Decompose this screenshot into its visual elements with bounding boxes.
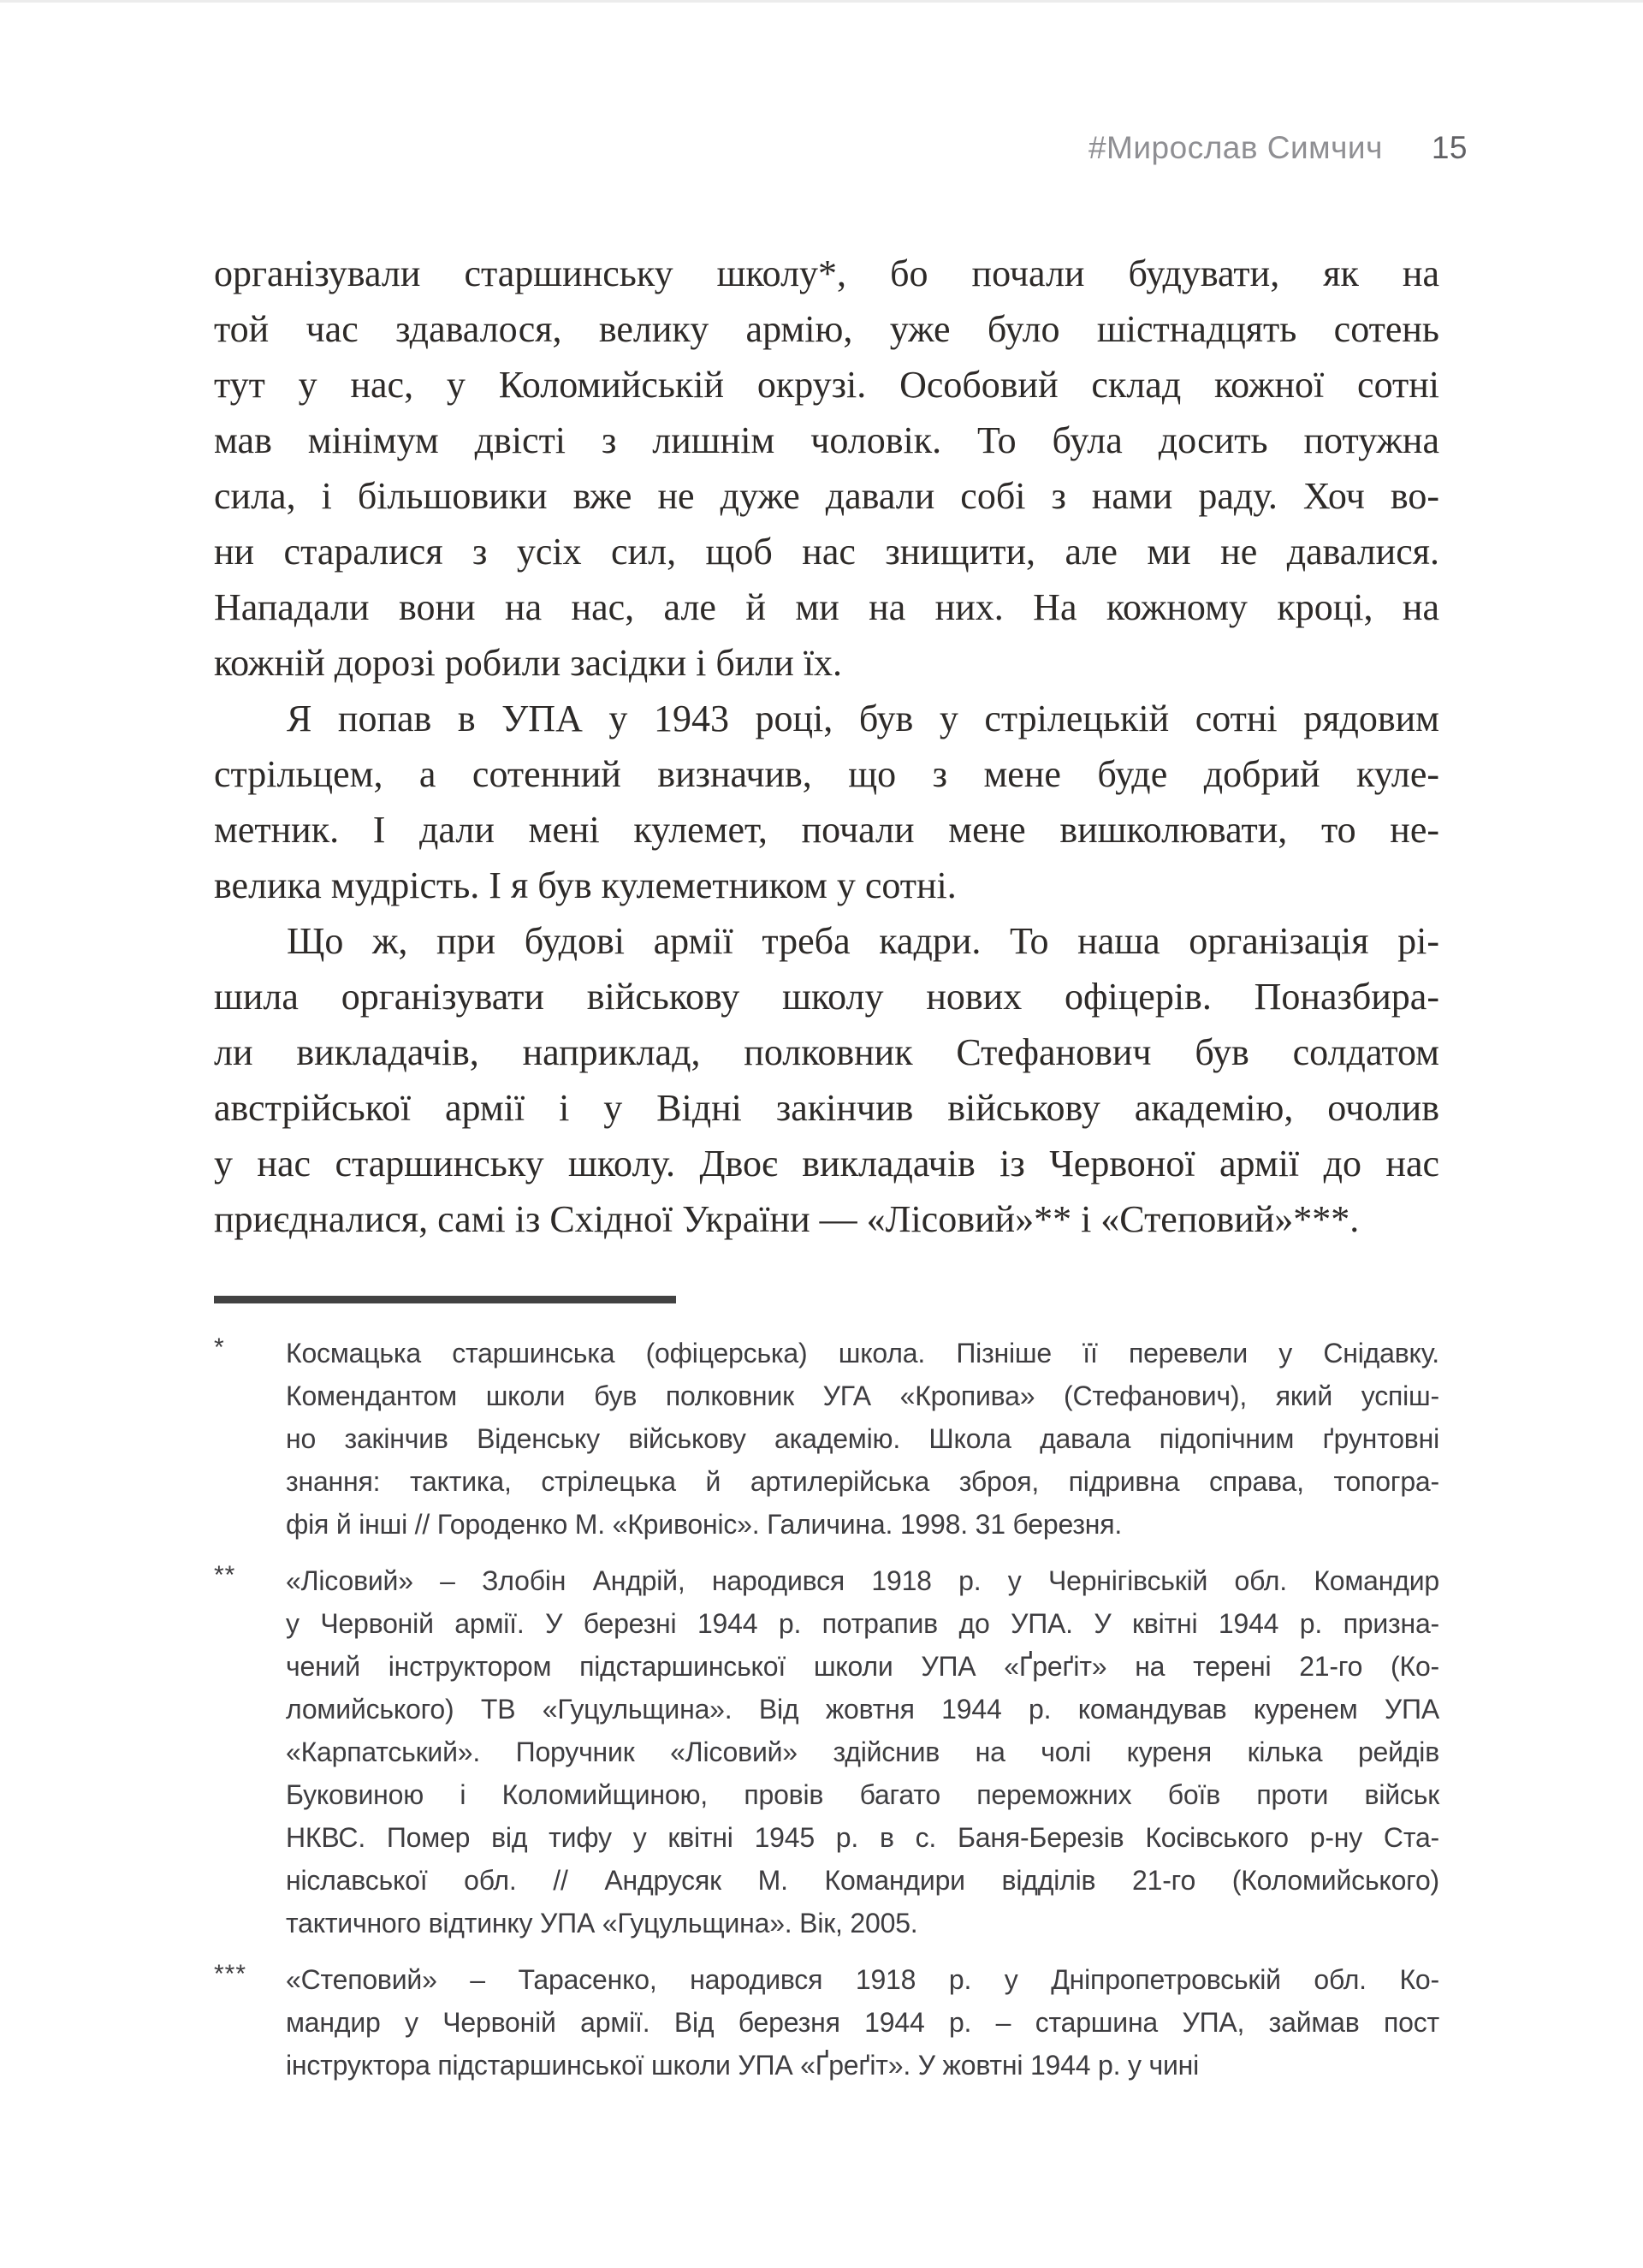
footnote-marker: * (214, 1333, 225, 1362)
body-line: Я попав в УПА у 1943 році, був у стрілецькій сотні рядовим (287, 698, 1439, 739)
body-text (214, 246, 1439, 1247)
footnote-line: чений інструктором підстаршинської школи УПА «Ґреґіт» на терені 21-го (Ко- (286, 1651, 1439, 1682)
footnote-line: «Карпатський». Поручник «Лісовий» здійснив на чолі куреня кілька рейдів (286, 1737, 1439, 1767)
footnote-line: «Степовий» – Тарасенко, народився 1918 р. у Дніпропетровській обл. Ко- (286, 1964, 1439, 1995)
body-line: тут у нас, у Коломийській окрузі. Особовий склад кожної сотні (214, 364, 1439, 406)
body-line: метник. І дали мені кулемет, почали мене вишколювати, то не- (214, 809, 1439, 851)
footnote-line: но закінчив Віденську військову академію. Школа давала підопічним ґрунтовні (286, 1423, 1439, 1454)
body-line: шила організувати військову школу нових офіцерів. Поназбира- (214, 976, 1439, 1018)
body-line: кожній дорозі робили засідки і били їх. (214, 642, 843, 684)
footnote-line: тактичного відтинку УПА «Гуцульщина». Вік, 2005. (286, 1908, 918, 1938)
footnotes (214, 1332, 1439, 2087)
footnote-line: ніславської обл. // Андрусяк М. Командири відділів 21-го (Коломийського) (286, 1865, 1439, 1896)
footnote-line: Комендантом школи був полковник УГА «Кропива» (Стефанович), який успіш- (286, 1380, 1439, 1411)
body-line: у нас старшинську школу. Двоє викладачів із Червоної армії до нас (214, 1143, 1439, 1184)
footnote-line: знання: тактика, стрілецька й артилерійська зброя, підривна справа, топогра- (286, 1466, 1439, 1497)
footnote (214, 1958, 1439, 2087)
body-line: стрільцем, а сотенний визначив, що з мене буде добрий куле- (214, 753, 1439, 795)
body-line: велика мудрість. І я був кулеметником у сотні. (214, 864, 957, 906)
footnote-line: Космацька старшинська (офіцерська) школа. Пізніше її перевели у Снідавку. (286, 1338, 1439, 1369)
footnote-line: мандир у Червоній армії. Від березня 1944 р. – старшина УПА, займав пост (286, 2007, 1439, 2038)
footnote (214, 1559, 1439, 1944)
body-line: ни старалися з усіх сил, щоб нас знищити, але ми не давалися. (214, 531, 1439, 573)
page-top-edge (0, 0, 1643, 3)
body-line: ли викладачів, наприклад, полковник Стефанович був солдатом (214, 1031, 1439, 1073)
footnote-line: у Червоній армії. У березні 1944 р. потрапив до УПА. У квітні 1944 р. призна- (286, 1608, 1439, 1639)
footnote-line: інструктора підстаршинської школи УПА «Ґреґіт». У жовтні 1944 р. у чині (286, 2050, 1200, 2081)
footnote-line: «Лісовий» – Злобін Андрій, народився 1918 р. у Чернігівській обл. Командир (286, 1565, 1439, 1596)
footnote-line: фія й інші // Городенко М. «Кривоніс». Галичина. 1998. 31 березня. (286, 1509, 1123, 1540)
body-line: Нападали вони на нас, але й ми на них. На кожному кроці, на (214, 586, 1439, 628)
footnote-line: НКВС. Помер від тифу у квітні 1945 р. в с. Баня-Березів Косівського р-ну Ста- (286, 1822, 1439, 1853)
body-line: сила, і більшовики вже не дуже давали собі з нами раду. Хоч во- (214, 475, 1439, 517)
body-line: той час здавалося, велику армію, уже було шістнадцять сотень (214, 308, 1439, 350)
footnote (214, 1332, 1439, 1546)
body-line: організували старшинську школу*, бо почали будувати, як на (214, 252, 1439, 294)
page-number: 15 (1431, 130, 1468, 165)
footnote-marker: ** (214, 1561, 236, 1589)
footnote-marker: *** (214, 1960, 247, 1988)
body-line: австрійської армії і у Відні закінчив військову академію, очолив (214, 1087, 1439, 1129)
footnote-divider (214, 1296, 676, 1303)
footnote-line: ломийського) ТВ «Гуцульщина». Від жовтня 1944 р. командував куренем УПА (286, 1694, 1439, 1725)
footnote-line: Буковиною і Коломийщиною, провів багато переможних боїв проти військ (286, 1779, 1439, 1810)
running-header-title: #Мирослав Симчич (1088, 130, 1383, 165)
body-line: мав мінімум двісті з лишнім чоловік. То була досить потужна (214, 419, 1439, 461)
running-header (1088, 130, 1468, 166)
body-line: приєдналися, самі із Східної України — «Лісовий»** і «Степовий»***. (214, 1198, 1360, 1240)
body-line: Що ж, при будові армії треба кадри. То наша організація рі- (287, 920, 1439, 962)
